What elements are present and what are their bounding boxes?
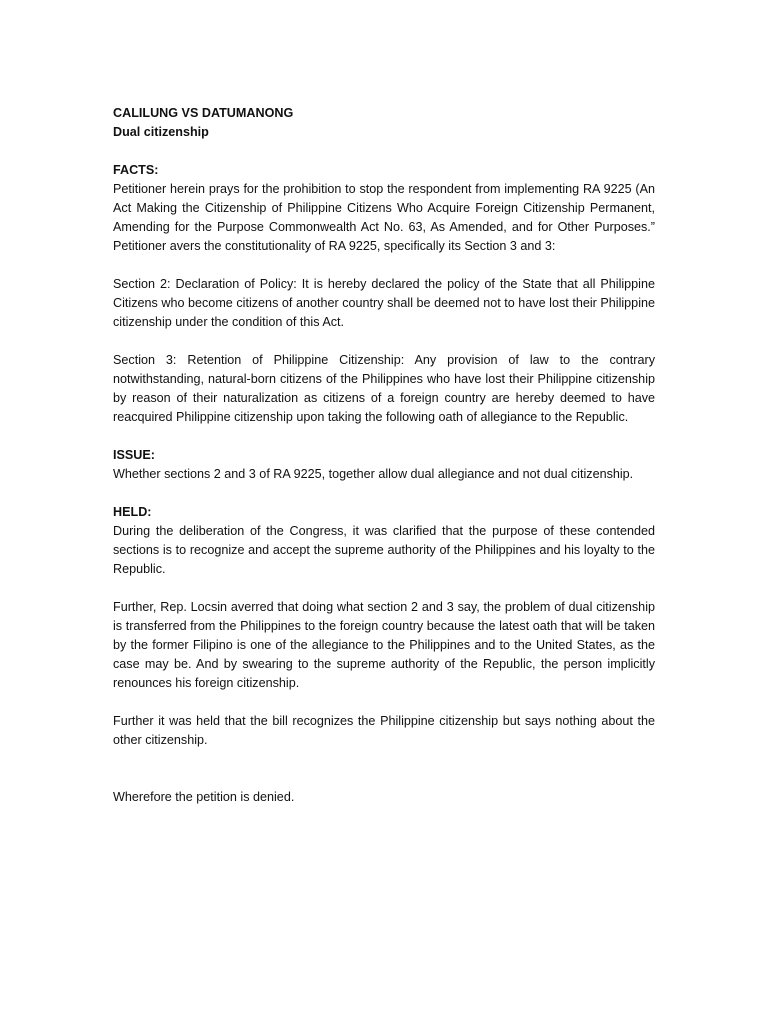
spacer [113,693,655,712]
spacer [113,332,655,351]
spacer [113,256,655,275]
held-paragraph-2: Further, Rep. Locsin averred that doing what section 2 and 3 say, the problem of dual citizenship is transferred from the Philippines to the foreign country because the latest oath that will be taken by the former Filipino is one of the allegiance to the Philippines and to the United States, as the case may be. And by swearing to the supreme authority of the Republic, the person implicitly renounces his foreign citizenship. [113,600,655,690]
spacer [113,142,655,161]
spacer [113,579,655,598]
conclusion-paragraph: Wherefore the petition is denied. [113,790,295,804]
spacer [113,427,655,446]
spacer [113,484,655,503]
section2-paragraph: Section 2: Declaration of Policy: It is hereby declared the policy of the State that all Philippine Citizens who become citizens of another country shall be deemed not to have lost their Philippine citizenship under the condition of this Act. [113,277,655,329]
held-paragraph-3: Further it was held that the bill recognizes the Philippine citizenship but says nothing about the other citizenship. [113,714,655,747]
held-paragraph-1: During the deliberation of the Congress, it was clarified that the purpose of these contended sections is to recognize and accept the supreme authority of the Philippines and his loyalty to the Republic. [113,524,655,576]
section3-paragraph: Section 3: Retention of Philippine Citizenship: Any provision of law to the contrary notwithstanding, natural-born citizens of the Philippines who have lost their Philippine citizenship by reason of their naturalization as citizens of a foreign country are hereby deemed to have reacquired Philippine citizenship upon taking the following oath of allegiance to the Republic. [113,353,655,424]
facts-paragraph: Petitioner herein prays for the prohibition to stop the respondent from implementing RA 9225 (An Act Making the Citizenship of Philippine Citizens Who Acquire Foreign Citizenship Permanent, Amending for the Purpose Commonwealth Act No. 63, As Amended, and for Other Purposes.” Petitioner avers the constitutionality of RA 9225, specifically its Section 3 and 3: [113,182,655,253]
issue-paragraph: Whether sections 2 and 3 of RA 9225, together allow dual allegiance and not dual citizenship. [113,467,634,481]
held-heading: HELD: [113,505,152,519]
document-subtitle: Dual citizenship [113,125,209,139]
facts-heading: FACTS: [113,163,159,177]
issue-heading: ISSUE: [113,448,155,462]
spacer [113,750,655,788]
document-title: CALILUNG VS DATUMANONG [113,106,294,120]
document-page [113,104,655,807]
